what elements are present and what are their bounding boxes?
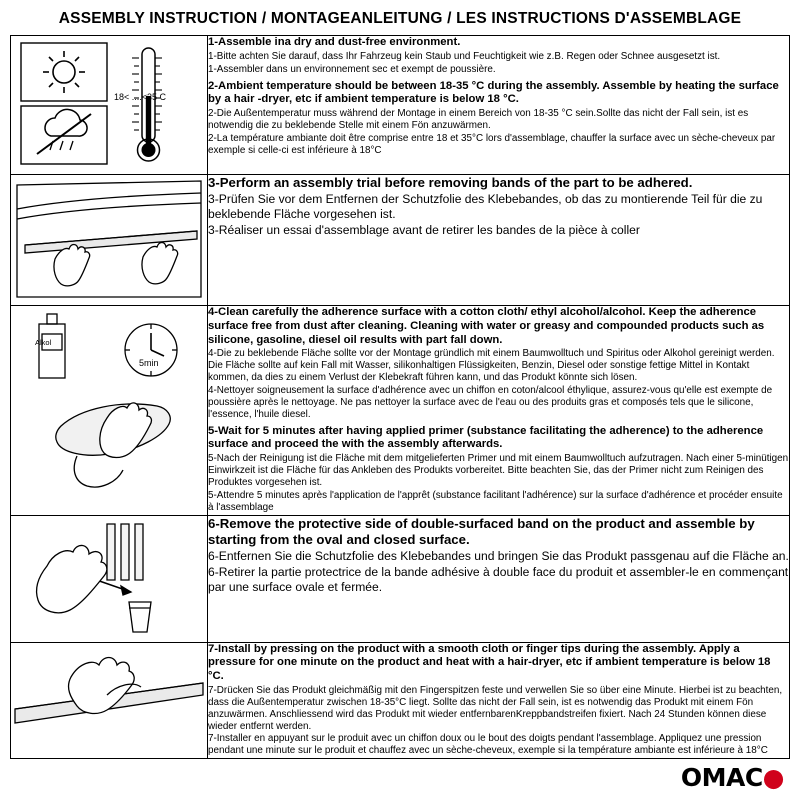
instruction-table [10,35,790,759]
clean-illustration [11,306,207,504]
brand-logo [681,763,784,792]
conditions-illustration [11,36,207,172]
brand-name: OMAC [680,763,763,792]
step-3-fr: 3-Réaliser un essai d'assemblage avant de retirer les bandes de la pièce à coller [208,223,640,238]
peel-tape-illustration [11,516,207,640]
brand-mark-icon: ● [762,763,784,792]
icon-cell-peel [11,515,208,642]
icon-cell-press [11,642,208,759]
step-4-en: 4-Clean carefully the adherence surface with a cotton cloth/ ethyl alcohol/alcohol. Keep the adherence surface free from dust after cleaning. Cleaning with water or greasy and compounded products such as silicone, gasoline, diesel oil results with part fall down. [208,306,765,346]
step-7-de: 7-Drücken Sie das Produkt gleichmäßig mit den Fingerspitzen feste und verwellen Sie so über eine Minute. Hierbei ist zu beachten, dass die Außentemperatur zwischen 18-35°C liegt. Sollte das nicht der Fall sein, ist es notwendig das Produkt mit einem Fön anzuwärmen. Anschliessend wird das Produkt mit wieder entfernbarenKreppbandstreifen fixiert. Nach 24 Stunden können diese wieder entfernt werden. [208,684,783,732]
no-rain-icon [37,109,91,154]
clock-label: 5min [139,358,159,368]
step-7-en: 7-Install by pressing on the product with a smooth cloth or finger tips during the assembly. Apply a pressure for one minute on the product and heat with a hair-dryer, etc if ambient temperature is below 18 °C. [208,642,771,683]
text-cell-step-6 [208,515,790,642]
step-1-fr: 1-Assembler dans un environnement sec et exempt de poussière. [208,63,496,75]
table-row [11,515,790,642]
step-6-en: 6-Remove the protective side of double-surfaced band on the product and assemble by starting from the oval and closed surface. [208,515,755,547]
step-1-en: 1-Assemble ina dry and dust-free environment. [208,36,461,48]
step-2-en: 2-Ambient temperature should be between 18-35 °C during the assembly. Assemble by heating the surface by a hair -dryer, etc if ambient temperature is below 18 °C. [208,79,779,106]
table-row [11,306,790,516]
step-5-fr: 5-Attendre 5 minutes après l'application de l'apprêt (substance facilitant l'adhérence) sur la surface d'adhérence et procéder ensuite à l'assemblage [208,489,783,513]
text-cell-step-3 [208,175,790,306]
icon-cell-clean [11,306,208,516]
sun-icon [43,51,85,93]
press-cloth-illustration [11,643,207,749]
table-row [11,175,790,306]
icon-cell-trial [11,175,208,306]
step-5-en: 5-Wait for 5 minutes after having applied primer (substance facilitating the adherence) to the adherence surface and proceed the with the assembly afterwards. [208,424,764,451]
icon-cell-conditions [11,36,208,175]
step-6-fr: 6-Retirer la partie protectrice de la bande adhésive à double face du produit et assembler-le en commençant par une surface ovale et fermée. [208,564,789,594]
step-6-de: 6-Entfernen Sie die Schutzfolie des Klebebandes und bringen Sie das Produkt passgenau auf die Fläche an. [208,548,789,563]
vehicle-trial-illustration [11,175,207,303]
footer [0,760,800,794]
step-3-de: 3-Prüfen Sie vor dem Entfernen der Schutzfolie des Klebebandes, ob das zu montierende Teil für die zu beklebende Fläche vorgesehen ist. [208,192,763,222]
step-5-de: 5-Nach der Reinigung ist die Fläche mit dem mitgelieferten Primer und mit einem Baumwolltuch aufzutragen. Nach einer 5-minütigen Einwirkzeit ist die Fläche für das Ankleben des Produkts vorbereitet. Bitte beachten Sie, das der Primer nicht zum Reinigen des Produktes vorgesehen ist. [208,453,789,488]
temp-range-label: 18< ....<35 C [114,92,167,102]
thermometer-icon [132,48,162,161]
table-row [11,36,790,175]
page-title: ASSEMBLY INSTRUCTION / MONTAGEANLEITUNG / LES INSTRUCTIONS D'ASSEMBLAGE [58,10,742,27]
step-2-de: 2-Die Außentemperatur muss während der Montage in einem Bereich von 18-35 °C sein.Sollte das nicht der Fall sein, ist es notwendig die zu beklebende Stelle mit einem Fön anzuwärmen. [208,108,749,131]
step-1-de: 1-Bitte achten Sie darauf, dass Ihr Fahrzeug kein Staub und Feuchtigkeit wie z.B. Regen oder Schnee ausgesetzt ist. [208,50,721,62]
text-cell-step-7 [208,642,790,759]
alcohol-bottle-label: Alkol [35,338,52,347]
text-cell-step-1-2 [208,36,790,175]
step-7-fr: 7-Installer en appuyant sur le produit avec un chiffon doux ou le bout des doigts pendant l'assemblage. Appliquez une pression pendant une minute sur le produit et chauffez avec un sèche-cheveux, exemple si la température ambiante est inférieure à 18°C [208,733,768,757]
step-2-fr: 2-La température ambiante doit être comprise entre 18 et 35°C lors d'assemblage, chauffer la surface avec un sèche-cheveux par exemple si celle-ci est inférieure à 18°C [208,132,776,156]
text-cell-step-4-5 [208,306,790,516]
step-4-de: 4-Die zu beklebende Fläche sollte vor der Montage gründlich mit einem Baumwolltuch und Spiritus oder Alkohol gereinigt werden. Die Fläche sollte auf kein Fall mit Wasser, silikonhaltigen Flüssigkeiten, Benzin, Diesel oder sonstige fettige Mittel in Kontakt kommen, da dies zu einem Verlust der Klebekraft führen kann, und das Produkt könnte sich lösen. [208,348,775,384]
table-row [11,642,790,759]
step-3-en: 3-Perform an assembly trial before removing bands of the part to be adhered. [208,175,693,190]
step-4-fr: 4-Nettoyer soigneusement la surface d'adhérence avec un chiffon en coton/alcool éthylique, assurez-vous qu'elle est exempte de poussière après le nettoyage. Ne pas nettoyer la surface avec de l'eau ou des produits gras et composés tels que le silicone, l'essence, l'huile diesel. [208,384,773,420]
